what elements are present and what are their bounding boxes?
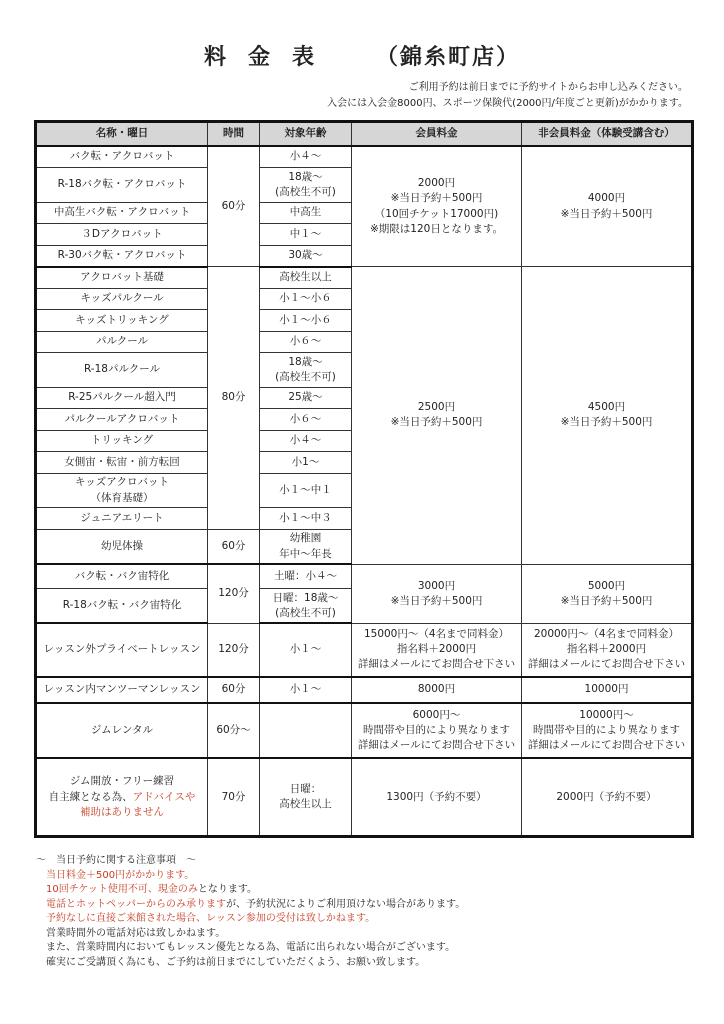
note-reserve-ahead: 確実にご受講頂く為にも、ご予約は前日までにしていただくよう、お願い致します。	[46, 956, 426, 968]
lesson-age: 小１〜中１	[260, 473, 352, 508]
note-lesson-priority: また、営業時間内においてもレッスン優先となる為、電話に出られない場合がございます。	[46, 942, 456, 953]
lesson-age: 小１〜	[260, 677, 352, 704]
lesson-time: 120分	[208, 623, 260, 676]
title-store: （錦糸町店）	[376, 45, 521, 70]
lesson-name: ジュニアエリート	[36, 508, 208, 529]
note-surcharge: 当日料金＋500円がかかります。	[46, 869, 195, 881]
note-ticket-red: 10回チケット使用不可、現金のみ	[46, 884, 198, 895]
lesson-age: 中１〜	[260, 224, 352, 245]
nonmember-price: 10000円〜 時間帯や目的により異なります 詳細はメールにてお問合せ下さい	[522, 703, 693, 758]
header-name: 名称・曜日	[36, 122, 208, 147]
member-price: 8000円	[352, 677, 522, 704]
lesson-age: 25歳〜	[260, 387, 352, 408]
lesson-name: ３Dアクロバット	[36, 224, 208, 245]
nonmember-price: 4000円 ※当日予約＋500円	[522, 146, 693, 267]
lesson-name: 幼児体操	[36, 529, 208, 564]
member-price: 15000円〜（4名まで同料金） 指名料＋2000円 詳細はメールにてお問合せ下さい	[352, 623, 522, 676]
lesson-name: キッズパルクール	[36, 288, 208, 309]
lesson-name: トリッキング	[36, 430, 208, 451]
nonmember-price: 10000円	[522, 677, 693, 704]
lesson-age: 日曜： 高校生以上	[260, 758, 352, 836]
lesson-age: 18歳〜 (高校生不可)	[260, 353, 352, 388]
nonmember-price: 20000円〜（4名まで同料金） 指名料＋2000円 詳細はメールにてお問合せ下さい	[522, 623, 693, 676]
note-phone	[36, 898, 465, 913]
lesson-name: レッスン外プライベートレッスン	[36, 623, 208, 676]
lesson-time: 60分	[208, 146, 260, 267]
member-price: 2000円 ※当日予約＋500円 （10回チケット17000円) ※期限は120日となります。	[352, 146, 522, 267]
notes-heading: 〜 当日予約に関する注意事項 〜	[36, 855, 196, 866]
member-price: 1300円（予約不要）	[352, 758, 522, 836]
notice-reservation: ご利用予約は前日までに予約サイトからお申し込みください。	[408, 82, 688, 93]
price-table	[34, 120, 694, 838]
lesson-age: 小４〜	[260, 430, 352, 451]
lesson-age: 幼稚園 年中〜年長	[260, 529, 352, 564]
lesson-age: 日曜：18歳〜 (高校生不可)	[260, 589, 352, 624]
header-member-price: 会員料金	[352, 122, 522, 147]
note-ticket-rest: となります。	[197, 884, 258, 895]
lesson-age: 30歳〜	[260, 245, 352, 266]
lesson-age: 小１〜小６	[260, 288, 352, 309]
lesson-time: 60分	[208, 529, 260, 564]
lesson-time: 120分	[208, 564, 260, 623]
note-hours: 営業時間外の電話対応は致しかねます。	[46, 927, 226, 939]
note-phone-rest: が、予約状況によりご利用頂けない場合があります。	[226, 898, 466, 910]
lesson-age: 小１〜	[260, 623, 352, 676]
lesson-age: 小６〜	[260, 409, 352, 430]
lesson-name: ジムレンタル	[36, 703, 208, 758]
nonmember-price: 2000円（予約不要）	[522, 758, 693, 836]
header-age: 対象年齢	[260, 122, 352, 147]
lesson-name: キッズトリッキング	[36, 310, 208, 331]
lesson-age: 小１〜中３	[260, 508, 352, 529]
lesson-name: R-18バク転・アクロバット	[36, 167, 208, 202]
lesson-name: 女側宙・転宙・前方転回	[36, 452, 208, 473]
note-ticket	[36, 883, 465, 898]
note-phone-red: 電話とホットペッパーからのみ承ります	[46, 898, 226, 910]
lesson-name-warning: アドバイスや 補助はありません	[80, 790, 196, 818]
lesson-name: R-18パルクール	[36, 353, 208, 388]
lesson-age: 小６〜	[260, 331, 352, 352]
lesson-name: 中高生バク転・アクロバット	[36, 202, 208, 223]
lesson-name: R-18バク転・バク宙特化	[36, 589, 208, 624]
lesson-time: 70分	[208, 758, 260, 836]
page-title	[0, 40, 724, 71]
lesson-age: 土曜：小４〜	[260, 564, 352, 589]
lesson-name: R-25パルクール超入門	[36, 387, 208, 408]
lesson-name: パルクール	[36, 331, 208, 352]
lesson-name: R-30バク転・アクロバット	[36, 245, 208, 266]
lesson-age: 中高生	[260, 202, 352, 223]
header-nonmember-price: 非会員料金（体験受講含む）	[522, 122, 693, 147]
lesson-name-text: ジム開放・フリー練習 自主練となる為、	[48, 775, 175, 803]
member-price: 2500円 ※当日予約＋500円	[352, 267, 522, 565]
lesson-time: 60分	[208, 677, 260, 704]
lesson-age: 小４〜	[260, 146, 352, 167]
nonmember-price: 4500円 ※当日予約＋500円	[522, 267, 693, 565]
lesson-name: アクロバット基礎	[36, 267, 208, 288]
lesson-name	[36, 758, 208, 836]
lesson-name: レッスン内マンツーマンレッスン	[36, 677, 208, 704]
same-day-notes	[36, 854, 465, 970]
lesson-age: 小１〜小６	[260, 310, 352, 331]
lesson-age: 小1〜	[260, 452, 352, 473]
lesson-time: 80分	[208, 267, 260, 530]
lesson-age: 18歳〜 (高校生不可)	[260, 167, 352, 202]
member-price: 6000円〜 時間帯や目的により異なります 詳細はメールにてお問合せ下さい	[352, 703, 522, 758]
note-walkin: 予約なしに直接ご来館された場合、レッスン参加の受付は致しかねます。	[46, 913, 376, 924]
lesson-name: パルクールアクロバット	[36, 409, 208, 430]
lesson-time: 60分〜	[208, 703, 260, 758]
lesson-age	[260, 703, 352, 758]
lesson-name: キッズアクロバット （体育基礎）	[36, 473, 208, 508]
lesson-age: 高校生以上	[260, 267, 352, 288]
header-time: 時間	[208, 122, 260, 147]
title-main: 料金表	[203, 45, 336, 70]
lesson-name: バク転・バク宙特化	[36, 564, 208, 589]
notice-admission: 入会には入会金8000円、スポーツ保険代(2000円/年度ごと更新)がかかります。	[327, 98, 688, 109]
lesson-name: バク転・アクロバット	[36, 146, 208, 167]
nonmember-price: 5000円 ※当日予約＋500円	[522, 564, 693, 623]
member-price: 3000円 ※当日予約＋500円	[352, 564, 522, 623]
